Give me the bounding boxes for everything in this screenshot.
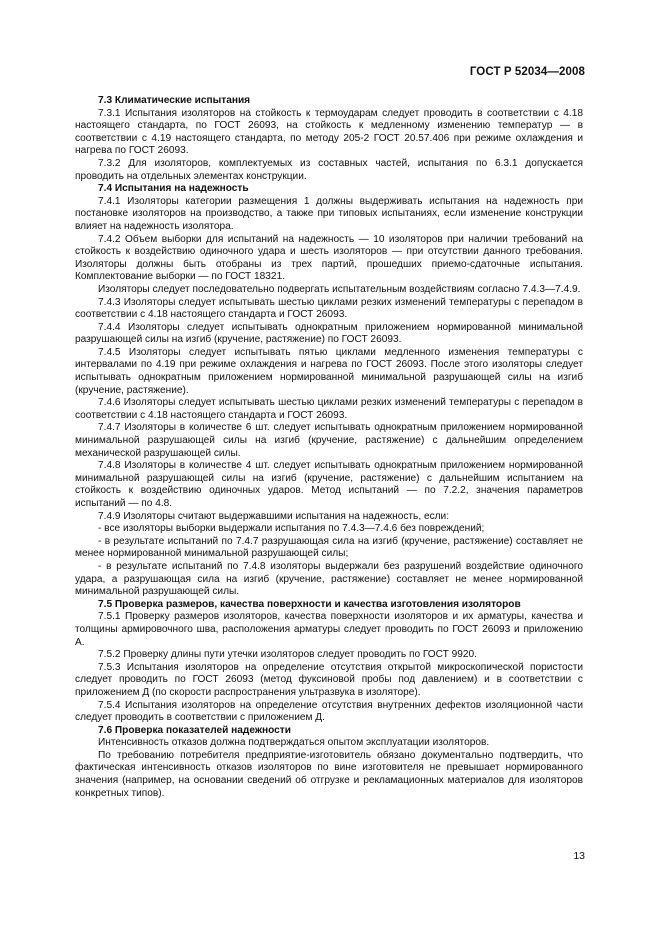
paragraph: 7.5.2 Проверку длины пути утечки изоляторов следует проводить по ГОСТ 9920. <box>98 649 477 661</box>
paragraph: 7.5.3 Испытания изоляторов на определение отсутствия открытой микроскопической пористости следует проводить по ГОСТ 26093 (метод фуксиновой пробы под давлением) и в соответствии с приложением Д (по скорости распространения ультразвука в изоляторе). <box>75 661 583 698</box>
standard-header: ГОСТ Р 52034—2008 <box>469 66 585 78</box>
paragraph: 7.4.4 Изоляторы следует испытывать однократным приложением нормированной минимальной разрушающей силы на изгиб (кручение, растяжение) по ГОСТ 26093. <box>75 321 583 346</box>
list-item: - все изоляторы выборки выдержали испытания по 7.4.3—7.4.6 без повреждений; <box>98 523 485 535</box>
paragraph: 7.4.7 Изоляторы в количестве 6 шт. следует испытывать однократным приложением нормированной минимальной разрушающей силы на изгиб (кручение, растяжение) с дальнейшим определением механической разрушающей силы. <box>75 422 583 459</box>
section-heading: 7.5 Проверка размеров, качества поверхности и качества изготовления изоляторов <box>98 598 521 610</box>
section-heading: 7.4 Испытания на надежность <box>98 183 249 195</box>
section-heading: 7.6 Проверка показателей надежности <box>98 724 291 736</box>
paragraph: 7.4.6 Изоляторы следует испытывать шестью циклами резких изменений температуры с перепадом в соответствии с 4.18 настоящего стандарта и ГОСТ 26093. <box>75 397 583 421</box>
paragraph: По требованию потребителя предприятие-изготовитель обязано документально подтвердить, что фактическая интенсивность отказов изоляторов по вине изготовителя не превышает нормированного значения (например, на основании сведений об отгрузке и рекламационных материалов для изоляторов конкретных типов). <box>75 749 583 799</box>
paragraph: Изоляторы следует последовательно подвергать испытательным воздействиям согласно 7.4.3—7.4.9. <box>98 283 581 295</box>
section-heading: 7.3 Климатические испытания <box>98 95 251 106</box>
paragraph: 7.4.8 Изоляторы в количестве 4 шт. следует испытывать однократным приложением нормированной минимальной разрушающей силы на изгиб (кручение, растяжение) с дальнейшим испытанием на стойкость к воздействию одиночных ударов. Метод испытаний — по 7.2.2, значения параметров испытаний — по 4.8. <box>75 460 583 509</box>
list-item: - в результате испытаний по 7.4.7 разрушающая сила на изгиб (кручение, растяжение) составляет не менее нормированной минимальной разрушающей силы; <box>75 535 583 560</box>
paragraph: 7.3.1 Испытания изоляторов на стойкость к термоударам следует проводить в соответствии с 4.18 настоящего стандарта, по ГОСТ 26093, на стойкость к медленному изменению температур — в соответствии с 4.19 настоящего стандарта, по методу 205-2 ГОСТ 20.57.406 при режиме охлаждения и нагрева по ГОСТ 26093. <box>75 107 583 157</box>
paragraph: 7.4.3 Изоляторы следует испытывать шестью циклами резких изменений температуры с перепадом в соответствии с 4.18 настоящего стандарта и ГОСТ 26093. <box>75 296 583 321</box>
document-body <box>75 95 583 800</box>
paragraph: 7.5.1 Проверку размеров изоляторов, качества поверхности изоляторов и их арматуры, качества и толщины армировочного шва, расположения арматуры следует проводить по ГОСТ 26093 и приложению А. <box>75 611 583 648</box>
paragraph: 7.4.9 Изоляторы считают выдержавшими испытания на надежность, если: <box>98 510 450 522</box>
paragraph: 7.4.2 Объем выборки для испытаний на надежность — 10 изоляторов при наличии требований на стойкость к воздействию одиночного удара и шесть изоляторов — при отсутствии данного требования. Изоляторы должны быть отобраны из трех партий, прошедших приемо-сдаточные испытания. Комплектование выборки — по ГОСТ 18321. <box>75 233 583 283</box>
paragraph: 7.5.4 Испытания изоляторов на определение отсутствия внутренних дефектов изоляционной части следует проводить в соответствии с приложением Д. <box>75 699 583 724</box>
paragraph: 7.3.2 Для изоляторов, комплектуемых из составных частей, испытания по 6.3.1 допускается проводить на отдельных элементах конструкции. <box>75 157 583 182</box>
page-number: 13 <box>573 850 585 862</box>
paragraph: 7.4.5 Изоляторы следует испытывать пятью циклами медленного изменения температуры с интервалами по 4.19 при режиме охлаждения и нагрева по ГОСТ 26093. После этого изоляторы следует испытывать однократным приложением нормированной минимальной разрушающей силы на изгиб (кручение, растяжение). <box>75 346 583 396</box>
paragraph: Интенсивность отказов должна подтверждаться опытом эксплуатации изоляторов. <box>98 737 490 749</box>
paragraph: 7.4.1 Изоляторы категории размещения 1 должны выдерживать испытания на надежность при постановке изоляторов на производство, а также при типовых испытаниях, если изменение конструкции влияет на надежность изолятора. <box>75 195 583 232</box>
list-item: - в результате испытаний по 7.4.8 изоляторы выдержали без разрушений воздействие одиночного удара, а разрушающая сила на изгиб (кручение, растяжение) составляет не менее нормированной минимальной разрушающей силы. <box>75 560 583 598</box>
